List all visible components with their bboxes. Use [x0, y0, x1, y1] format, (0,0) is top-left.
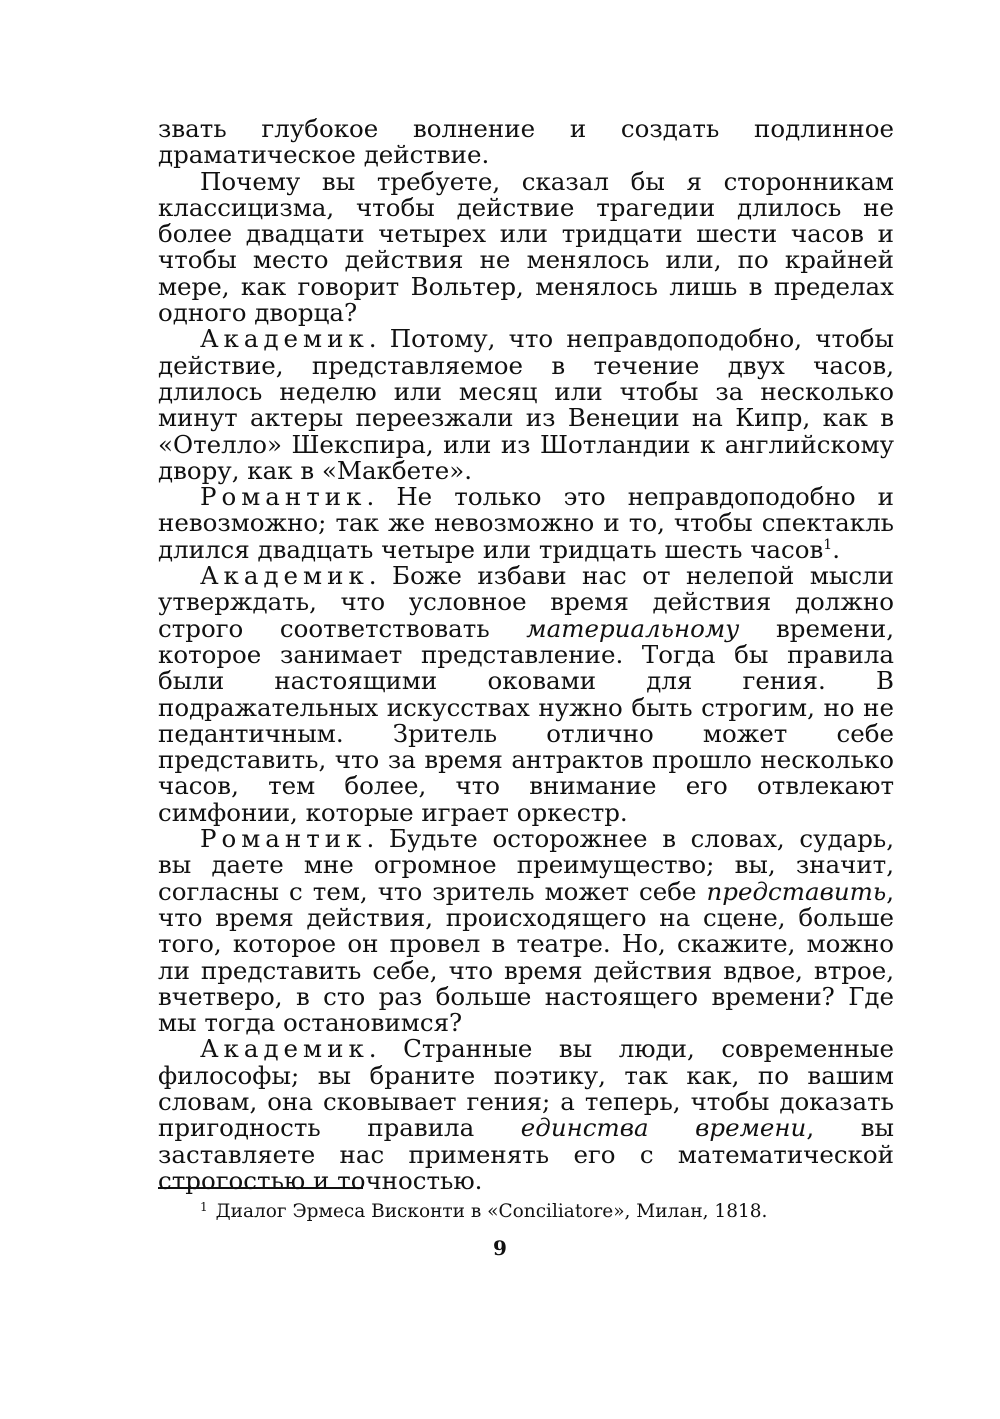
paragraph-text: звать глубокое волнение и создать подлинное драматическое действие. — [158, 114, 894, 170]
paragraph — [158, 116, 894, 169]
emphasis-text: представить — [706, 876, 887, 906]
footnote-text: Диалог Эрмеса Висконти в «Conciliatore», Милан, 1818. — [215, 1201, 768, 1222]
paragraph — [158, 326, 894, 484]
footnote-marker: 1 — [200, 1200, 208, 1214]
emphasis-text: материальному — [526, 613, 740, 643]
speaker-name: Романтик — [200, 482, 367, 512]
paragraph-text: . — [832, 534, 841, 564]
page-body — [158, 116, 894, 1194]
paragraph-text: . Не только это неправдоподобно и невозможно; так же невозможно и то, чтобы спектакль длился двадцать четыре или тридцать шесть часов — [158, 482, 894, 564]
paragraph — [158, 166, 894, 328]
paragraph — [158, 484, 894, 563]
paragraph-text: . Боже избави нас от нелепой мысли утверждать, что условное время действия должно строго соответствовать — [158, 561, 894, 643]
paragraph-text: времени, которое занимает представление. Тогда бы правила были настоящими оковами для гения. В подражательных искусствах нужно быть строгим, но не педантичным. Зритель отлично может себе представить, что за время антрактов прошло несколько часов, тем более, что внимание его отвлекают симфонии, которые играет оркестр. — [158, 613, 894, 827]
speaker-name: Академик — [200, 1034, 369, 1064]
paragraph-text: . Будьте осторожнее в словах, сударь, вы даете мне огромное преимущество; вы, значит, согласны с тем, что зритель может себе — [158, 824, 894, 906]
speaker-name: Академик — [200, 324, 369, 354]
paragraph — [158, 1036, 894, 1194]
emphasis-text: единства времени — [520, 1113, 807, 1143]
speaker-name: Романтик — [200, 824, 367, 854]
paragraph-text: , что время действия, происходящего на сцене, больше того, которое он провел в театре. Но, скажите, можно ли представить себе, что время действия вдвое, втрое, вчетверо, в сто раз больше настоящего времени? Где мы тогда остановимся? — [158, 876, 894, 1038]
paragraph-text: . Потому, что неправдоподобно, чтобы действие, представляемое в течение двух часов, длилось неделю или месяц или чтобы за несколько минут актеры переезжали из Венеции на Кипр, как в «Отелло» Шекспира, или из Шотландии к английскому двору, как в «Макбете». — [158, 324, 894, 485]
paragraph-text: Почему вы требуете, сказал бы я сторонникам классицизма, чтобы действие трагедии длилось не более двадцати четырех или тридцати шести часов и чтобы место действия не менялось или, по крайней мере, как говорит Вольтер, менялось лишь в пределах одного дворца? — [158, 166, 894, 328]
paragraph-text: . Странные вы люди, современные философы; вы браните поэтику, так как, по вашим словам, она сковывает гения; а теперь, чтобы доказать пригодность правила — [158, 1034, 894, 1143]
footnote-divider — [158, 1187, 363, 1189]
paragraph — [158, 563, 894, 826]
speaker-name: Академик — [200, 561, 369, 591]
paragraph — [158, 826, 894, 1036]
footnote — [200, 1201, 880, 1223]
paragraph-text: , вы заставляете нас применять его с математической строгостью и точностью. — [158, 1113, 894, 1195]
page-number: 9 — [493, 1236, 507, 1260]
footnote-reference: 1 — [823, 536, 833, 553]
